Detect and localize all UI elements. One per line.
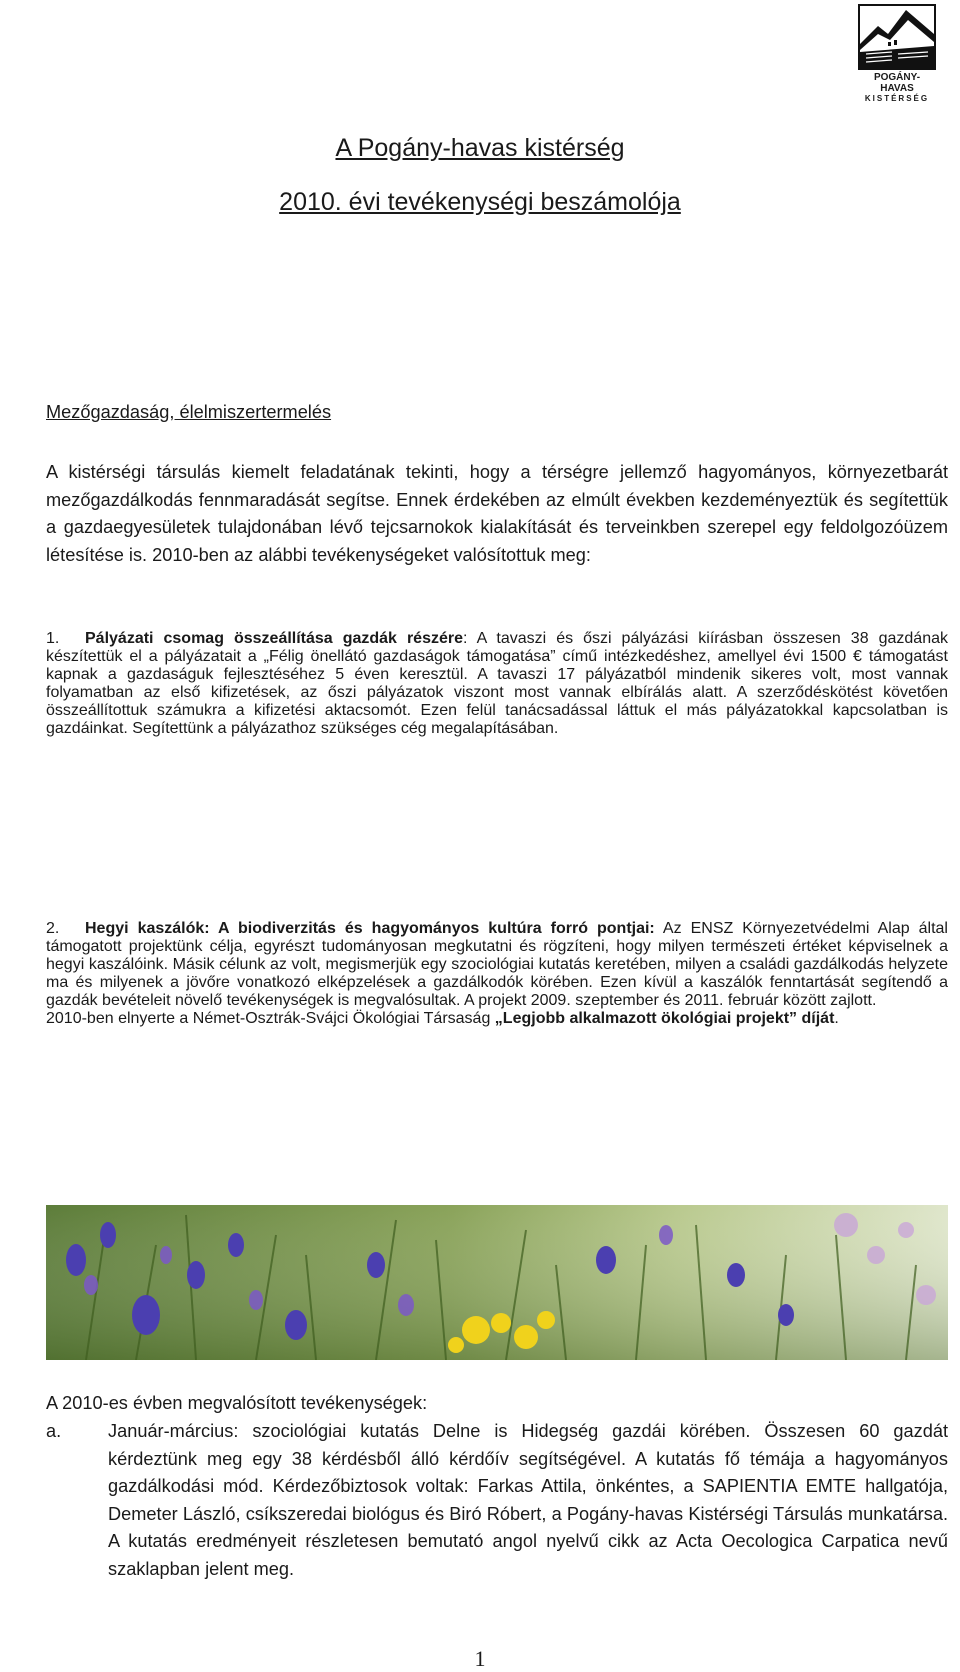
section-heading: Mezőgazdaság, élelmiszertermelés [46,402,332,422]
activity-letter: a. [46,1421,62,1441]
meadow-flowers-photo [46,1205,948,1360]
list-item-2 [46,920,948,1028]
list-item-body: Az ENSZ Környezetvédelmi Alap által támogatott projektünk célja, egyrészt tudományosan megkutatni és rögzíteni, hogy milyen természeti értéket képviselnek a hegyi kaszálóink. Másik célunk az volt, megismerjük egy szociológiai kutatás keretében, milyen a családi gazdálkodás helyzete ma és milyenek a jövőre vonatkozó elképzelések a gazdálkodók körében. Ezen kívül a kaszálók fenntartását segítendő a gazdák bevételeit növelő tevékenységek is megvalósultak. A projekt 2009. szeptember és 2011. február között zajlott. [46,920,948,1009]
award-name: „Legjobb alkalmazott ökológiai projekt” díját [494,1010,835,1027]
list-item-text [46,630,948,738]
document-title: A Pogány-havas kistérség [335,134,625,162]
list-item-number: 1. [46,630,60,647]
award-paragraph [46,1010,948,1028]
award-end: . [834,1010,839,1027]
activity-item-a [46,1418,948,1584]
logo-subtitle: KISTÉRSÉG [864,94,930,103]
page-number: 1 [474,1646,486,1671]
activity-text: Január-március: szociológiai kutatás Delne is Hidegség gazdái körében. Összesen 60 gazdát kérdeztünk meg egy 38 kérdésből álló kérdőív segítségével. A kutatás fő témája a hagyományos gazdálkodási mód. Kérdezőbiztosok voltak: Farkas Attila, önkéntes, a SAPIENTIA EMTE hallgatója, Demeter László, csíkszeredai biológus és Biró Róbert, a Pogány-havas Kistérségi Társulás munkatársa. A kutatás eredményeit részletesen bemutató angol nyelvű cikk az Acta Oecologica Carpatica nevű szaklapban jelent meg. [108,1421,948,1579]
list-item-1 [46,630,948,738]
activities-heading: A 2010-es évben megvalósított tevékenységek: [46,1393,428,1413]
logo-name: POGÁNY-HAVAS [873,72,921,94]
list-item-text [46,920,948,1010]
list-item-lead: Hegyi kaszálók: A biodiverzitás és hagyományos kultúra forró pontjai: [85,920,655,937]
award-text: 2010-ben elnyerte a Német-Osztrák-Svájci Ökológiai Társaság [46,1010,495,1027]
document-subtitle: 2010. évi tevékenységi beszámolója [279,188,681,216]
intro-paragraph: A kistérségi társulás kiemelt feladatának tekinti, hogy a térségre jellemző hagyományos, környezetbarát mezőgazdálkodás fennmaradását segítse. Ennek érdekében az elmúlt években kezdeményeztük és segítettük a gazdaegyesületek tulajdonában lévő tejcsarnokok kialakítását és terveinkben szerepel egy feldolgozóüzem létesítése is. 2010-ben az alábbi tevékenységeket valósítottuk meg: [46,462,948,565]
list-item-body: : A tavaszi és őszi pályázási kiírásban összesen 38 gazdának készítettük el a pályázatait a „Félig önellátó gazdaságok támogatása” című intézkedéshez, amellyel évi 1500 € támogatást kapnak a gazdaságuk fejlesztéséhez 5 éven keresztül. A tavaszi 17 pályázatból mindenik sikeres volt, most vannak folyamatban az első kifizetések, az őszi pályázatok viszont most vannak elbírálás alatt. A szerződéskötést követően összeállítottuk számukra a kifizetési aktacsomót. Ezen felül tanácsadással láttuk el más pályázatokkal kapcsolatban is gazdáinkat. Segítettünk a pályázathoz szükséges cég megalapításában. [46,630,949,737]
mountain-logo-icon [858,4,936,70]
meadow-photo-image [46,1205,948,1360]
list-item-lead: Pályázati csomag összeállítása gazdák részére [85,630,464,647]
list-item-number: 2. [46,920,60,937]
organization-logo [858,4,936,104]
